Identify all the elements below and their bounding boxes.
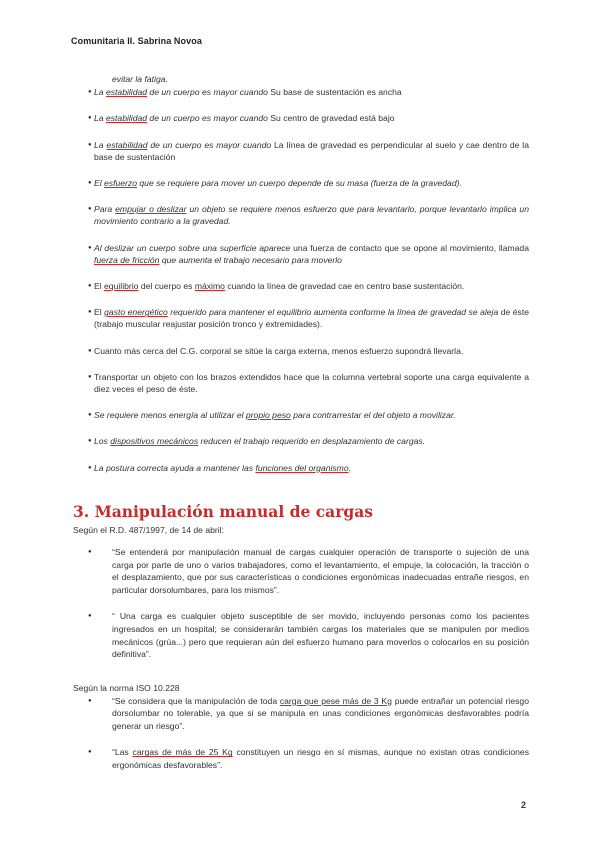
section-intro: Según el R.D. 487/1997, de 14 de abril: xyxy=(73,525,224,535)
list-item: ● La estabilidad de un cuerpo es mayor cuando Su centro de gravedad está bajo xyxy=(73,112,529,124)
underlined-term: estabilidad xyxy=(106,139,148,150)
list-item: ● Al deslizar un cuerpo sobre una superficie aparece una fuerza de contacto que se opone al movimiento, llamada fuerza de fricción que aumenta el trabajo necesario para moverlo xyxy=(73,242,529,266)
underlined-term: gasto energético xyxy=(104,307,168,318)
underlined-term: dispositivos mecánicos xyxy=(110,436,199,447)
underlined-term: máximo xyxy=(194,281,225,292)
underlined-term: estabilidad xyxy=(105,113,148,124)
quote-item: ● “Se considera que la manipulación de toda carga que pese más de 3 Kg puede entrañar un potencial riesgo dorsolumbar no tolerable, ya que si se manipula en unas condiciones ergonómicas desfavorables podría generar un riesgo”. xyxy=(73,695,529,733)
top-continuation: evitar la fatiga. xyxy=(112,74,168,84)
underlined-term: funciones del organismo xyxy=(255,462,349,473)
rd-quotes xyxy=(73,546,529,661)
list-item: ● La estabilidad de un cuerpo es mayor cuando Su base de sustentación es ancha xyxy=(73,86,529,98)
quote-item: ● “ Una carga es cualquier objeto susceptible de ser movido, incluyendo personas como los pacientes ingresados en un hospital; se considerarán también cargas los materiales que se manipulen por medios mecánicos (grúa...) pero que requieran aún del esfuerzo humano para moverlos o colocarlos en su posición definitiva”. xyxy=(73,610,529,660)
list-item: ● El esfuerzo que se requiere para mover un cuerpo depende de su masa (fuerza de la gravedad). xyxy=(73,177,529,189)
page-header: Comunitaria II. Sabrina Novoa xyxy=(71,36,202,46)
list-item: ● Se requiere menos energía al utilizar el propio peso para contrarrestar el del objeto a movilizar. xyxy=(73,409,529,421)
page-number: 2 xyxy=(521,800,527,810)
underlined-term: cargas de más de 25 Kg xyxy=(132,747,233,758)
underlined-term: estabilidad xyxy=(105,87,148,98)
list-item: ● El equilibrio del cuerpo es máximo cuando la línea de gravedad cae en centro base sustentación. xyxy=(73,280,529,292)
list-item: ● Para empujar o deslizar un objeto se requiere menos esfuerzo que para levantarlo, porque levantarlo implica un movimiento contrario a la gravedad. xyxy=(73,203,529,227)
list-item: ● Cuanto más cerca del C.G. corporal se sitúe la carga externa, menos esfuerzo supondrá llevarla. xyxy=(73,345,529,357)
underlined-term: carga que pese más de 3 Kg xyxy=(279,695,392,706)
underlined-term: empujar o deslizar xyxy=(115,204,187,215)
iso-intro: Según la norma ISO 10.228 xyxy=(73,683,180,693)
underlined-term: esfuerzo xyxy=(104,178,137,189)
underlined-term: fuerza de fricción xyxy=(94,254,160,265)
section-title: 3. Manipulación manual de cargas xyxy=(73,502,373,521)
underlined-term: propio peso xyxy=(245,410,291,421)
quote-item: ● “Se entenderá por manipulación manual de cargas cualquier operación de transporte o sujeción de una carga por parte de uno o varios trabajadores, como el levantamiento, el empuje, la colocación, la tracción o el desplazamiento, que por sus características o condiciones ergonómicas inadecuadas entrañe riesgos, en particular dorsolumbares, para los mismos”. xyxy=(73,546,529,596)
list-item: ● La estabilidad de un cuerpo es mayor cuando La línea de gravedad es perpendicular al suelo y cae dentro de la base de sustentación xyxy=(73,139,529,163)
list-item: ● Los dispositivos mecánicos reducen el trabajo requerido en desplazamiento de cargas. xyxy=(73,435,529,447)
underlined-term: equilibrio xyxy=(104,281,139,292)
list-item: ● El gasto energético requerido para mantener el equilibrio aumenta conforme la línea de gravedad se aleja de éste (trabajo muscular reajustar posición tronco y extremidades). xyxy=(73,306,529,330)
quote-item: ● “Las cargas de más de 25 Kg constituyen un riesgo en sí mismas, aunque no existan otras condiciones ergonómicas desfavorables”. xyxy=(73,746,529,771)
iso-quotes xyxy=(73,682,529,772)
list-item: ● La postura correcta ayuda a mantener las funciones del organismo. xyxy=(73,462,529,474)
principles-list xyxy=(73,73,529,474)
list-item: ● Transportar un objeto con los brazos extendidos hace que la columna vertebral soporte una carga equivalente a diez veces el peso de éste. xyxy=(73,371,529,395)
